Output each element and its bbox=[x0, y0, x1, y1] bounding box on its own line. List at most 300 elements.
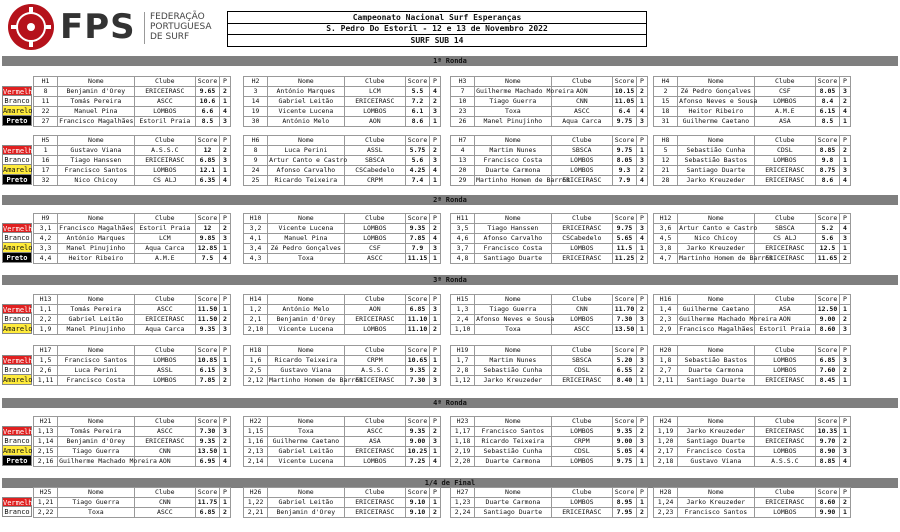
seed-cell: 3,4 bbox=[244, 244, 268, 254]
surfer-name: Tiago Guerra bbox=[475, 97, 552, 107]
color-label-vermelho: Vermelho bbox=[3, 428, 37, 436]
surfer-name: Sebastião Bastos bbox=[678, 156, 755, 166]
score-cell: 10.6 bbox=[195, 97, 219, 107]
col-header-score: Score bbox=[195, 136, 219, 146]
table-row bbox=[244, 447, 441, 457]
seed-cell: 4,8 bbox=[451, 254, 475, 264]
place-cell: 4 bbox=[220, 176, 231, 186]
seed-cell: 1,16 bbox=[244, 437, 268, 447]
col-header-name: Nome bbox=[268, 417, 345, 427]
place-cell: 1 bbox=[840, 427, 851, 437]
club-cell: ERICEIRASC bbox=[134, 87, 195, 97]
score-cell: 6.35 bbox=[195, 176, 219, 186]
heat-header-row bbox=[34, 77, 231, 87]
club-cell: LOMBOS bbox=[754, 508, 815, 518]
surfer-name: Francisco Santos bbox=[678, 508, 755, 518]
surfer-name: Zé Pedro Gonçalves bbox=[678, 87, 755, 97]
score-cell: 8.45 bbox=[815, 376, 839, 386]
club-cell: LOMBOS bbox=[754, 156, 815, 166]
heat-table bbox=[450, 487, 648, 518]
table-row bbox=[451, 166, 648, 176]
seed-cell: 2,7 bbox=[654, 366, 678, 376]
heat-header-row bbox=[654, 417, 851, 427]
score-cell: 7.30 bbox=[405, 376, 429, 386]
col-header-club: Clube bbox=[344, 136, 405, 146]
score-cell: 5.5 bbox=[405, 87, 429, 97]
score-cell: 8.05 bbox=[815, 87, 839, 97]
club-cell: ERICEIRASC bbox=[754, 437, 815, 447]
club-cell: Estoril Praia bbox=[754, 325, 815, 335]
table-row bbox=[451, 508, 648, 518]
place-cell: 2 bbox=[637, 305, 648, 315]
col-header-place: P bbox=[637, 417, 648, 427]
place-cell: 1 bbox=[840, 305, 851, 315]
table-row bbox=[244, 117, 441, 127]
seed-cell: 2,12 bbox=[244, 376, 268, 386]
table-row bbox=[451, 156, 648, 166]
col-header-place: P bbox=[220, 417, 231, 427]
club-cell: ASCC bbox=[134, 427, 195, 437]
seed-cell: 1,5 bbox=[34, 356, 58, 366]
score-cell: 5.65 bbox=[612, 234, 636, 244]
col-header-club: Clube bbox=[754, 295, 815, 305]
col-header-name: Nome bbox=[58, 214, 135, 224]
seed-cell: 7 bbox=[451, 87, 475, 97]
seed-cell: 2,11 bbox=[654, 376, 678, 386]
club-cell: ASA bbox=[754, 117, 815, 127]
club-cell: AON bbox=[551, 87, 612, 97]
col-header-club: Clube bbox=[551, 136, 612, 146]
surfer-name: Ricardo Teixeira bbox=[268, 356, 345, 366]
seed-cell: 1,10 bbox=[451, 325, 475, 335]
seed-cell: 2,1 bbox=[244, 315, 268, 325]
score-cell: 8.40 bbox=[612, 376, 636, 386]
heat-id: H27 bbox=[451, 488, 475, 498]
score-cell: 11.50 bbox=[195, 315, 219, 325]
club-cell: LOMBOS bbox=[344, 107, 405, 117]
seed-cell: 23 bbox=[451, 107, 475, 117]
table-row bbox=[654, 146, 851, 156]
heat-id: H10 bbox=[244, 214, 268, 224]
club-cell: CDSL bbox=[754, 146, 815, 156]
table-row bbox=[34, 366, 231, 376]
seed-cell: 1,3 bbox=[451, 305, 475, 315]
table-row bbox=[34, 176, 231, 186]
color-label-amarelo: Amarelo bbox=[3, 447, 33, 455]
score-cell: 11.50 bbox=[195, 305, 219, 315]
score-cell: 9.10 bbox=[405, 498, 429, 508]
surfer-name: Sebastião Cunha bbox=[678, 146, 755, 156]
place-cell: 4 bbox=[430, 166, 441, 176]
club-cell: ERICEIRASC bbox=[551, 254, 612, 264]
seed-cell: 2,8 bbox=[451, 366, 475, 376]
color-labels bbox=[2, 86, 37, 126]
place-cell: 1 bbox=[637, 244, 648, 254]
place-cell: 3 bbox=[840, 356, 851, 366]
club-cell: AON bbox=[134, 457, 195, 467]
surfer-name: Nico Chicoy bbox=[58, 176, 135, 186]
place-cell: 2 bbox=[430, 97, 441, 107]
seed-cell: 2,15 bbox=[34, 447, 58, 457]
place-cell: 4 bbox=[430, 457, 441, 467]
col-header-club: Clube bbox=[551, 214, 612, 224]
col-header-club: Clube bbox=[754, 346, 815, 356]
club-cell: ASSL bbox=[344, 146, 405, 156]
club-cell: CSF bbox=[754, 87, 815, 97]
club-cell: LOMBOS bbox=[134, 376, 195, 386]
club-cell: CDSL bbox=[551, 447, 612, 457]
surfer-name: Gabriel Leitão bbox=[58, 315, 135, 325]
table-row bbox=[34, 166, 231, 176]
surfer-name: Vicente Lucena bbox=[268, 224, 345, 234]
color-label-amarelo: Amarelo bbox=[3, 107, 33, 115]
club-cell: LCM bbox=[134, 234, 195, 244]
score-cell: 6.4 bbox=[612, 107, 636, 117]
table-row bbox=[244, 156, 441, 166]
heat-header-row bbox=[451, 214, 648, 224]
col-header-name: Nome bbox=[268, 77, 345, 87]
heat-table bbox=[653, 135, 851, 186]
score-cell: 5.2 bbox=[815, 224, 839, 234]
heat-header-row bbox=[654, 488, 851, 498]
score-cell: 7.5 bbox=[195, 254, 219, 264]
surfer-name: Manuel Pina bbox=[268, 234, 345, 244]
surfer-name: Afonso Neves e Sousa bbox=[679, 97, 758, 105]
surfer-name: Santiago Duarte bbox=[678, 166, 755, 176]
col-header-score: Score bbox=[612, 346, 636, 356]
place-cell: 1 bbox=[637, 97, 648, 107]
color-label-amarelo: Amarelo bbox=[3, 244, 33, 252]
place-cell: 3 bbox=[840, 234, 851, 244]
place-cell: 1 bbox=[220, 356, 231, 366]
fps-logo bbox=[8, 4, 212, 50]
table-row bbox=[34, 97, 231, 107]
table-row bbox=[654, 234, 851, 244]
heat-table bbox=[653, 213, 851, 264]
heat-header-row bbox=[451, 136, 648, 146]
club-cell: ERICEIRASC bbox=[754, 376, 815, 386]
place-cell: 2 bbox=[430, 366, 441, 376]
place-cell: 1 bbox=[840, 117, 851, 127]
surfer-name: Manuel Pina bbox=[58, 107, 135, 117]
col-header-place: P bbox=[840, 346, 851, 356]
seed-cell: 22 bbox=[34, 107, 58, 117]
surfer-name: Afonso Carvalho bbox=[268, 166, 345, 176]
table-row bbox=[451, 254, 648, 264]
place-cell: 1 bbox=[430, 447, 441, 457]
club-cell: ERICEIRASC bbox=[551, 224, 612, 234]
table-row bbox=[244, 166, 441, 176]
score-cell: 9.8 bbox=[815, 156, 839, 166]
table-row bbox=[34, 356, 231, 366]
club-cell: ASCC bbox=[344, 254, 405, 264]
score-cell: 9.75 bbox=[612, 146, 636, 156]
score-cell: 11.5 bbox=[612, 244, 636, 254]
seed-cell: 1,18 bbox=[451, 437, 475, 447]
score-cell: 8.05 bbox=[612, 156, 636, 166]
score-cell: 6.55 bbox=[612, 366, 636, 376]
place-cell: 2 bbox=[430, 224, 441, 234]
col-header-name: Nome bbox=[475, 295, 552, 305]
table-row bbox=[451, 437, 648, 447]
heat-header-row bbox=[244, 417, 441, 427]
seed-cell: 9 bbox=[244, 156, 268, 166]
table-row bbox=[654, 87, 851, 97]
surfer-name: Francisco Costa bbox=[475, 156, 552, 166]
place-cell: 2 bbox=[430, 427, 441, 437]
score-cell: 8.85 bbox=[815, 457, 839, 467]
club-cell: ERICEIRASC bbox=[134, 437, 195, 447]
col-header-name: Nome bbox=[268, 295, 345, 305]
seed-cell: 2,20 bbox=[451, 457, 475, 467]
score-cell: 6.15 bbox=[195, 366, 219, 376]
place-cell: 2 bbox=[220, 87, 231, 97]
col-header-club: Clube bbox=[754, 417, 815, 427]
place-cell: 4 bbox=[220, 457, 231, 467]
score-cell: 13.50 bbox=[195, 447, 219, 457]
club-cell: CNN bbox=[134, 498, 195, 508]
col-header-score: Score bbox=[405, 417, 429, 427]
place-cell: 4 bbox=[637, 234, 648, 244]
col-header-club: Clube bbox=[754, 136, 815, 146]
heat-table bbox=[653, 416, 851, 467]
seed-cell: 3,7 bbox=[451, 244, 475, 254]
col-header-name: Nome bbox=[268, 214, 345, 224]
seed-cell: 10 bbox=[451, 97, 475, 107]
score-cell: 11.10 bbox=[405, 325, 429, 335]
place-cell: 2 bbox=[637, 366, 648, 376]
table-row bbox=[654, 498, 851, 508]
place-cell: 2 bbox=[637, 508, 648, 518]
surfer-name: Martim Nunes bbox=[475, 356, 552, 366]
col-header-place: P bbox=[637, 346, 648, 356]
club-cell: ASCC bbox=[134, 508, 195, 518]
heat-id: H13 bbox=[34, 295, 58, 305]
col-header-place: P bbox=[840, 488, 851, 498]
heat-id: H22 bbox=[244, 417, 268, 427]
club-cell: ERICEIRASC bbox=[551, 508, 612, 518]
surfer-name: Sebastião Cunha bbox=[475, 447, 552, 457]
club-cell: A.S.S.C bbox=[754, 457, 815, 467]
score-cell: 9.75 bbox=[612, 117, 636, 127]
score-cell: 11.15 bbox=[405, 254, 429, 264]
color-label-branco: Branco bbox=[2, 314, 32, 324]
club-cell: LOMBOS bbox=[551, 457, 612, 467]
place-cell: 3 bbox=[637, 117, 648, 127]
place-cell: 2 bbox=[840, 498, 851, 508]
seed-cell: 2,22 bbox=[34, 508, 58, 518]
color-label-branco: Branco bbox=[2, 436, 32, 446]
heat-table bbox=[243, 213, 441, 264]
col-header-club: Clube bbox=[551, 417, 612, 427]
seed-cell: 1,20 bbox=[654, 437, 678, 447]
table-row bbox=[451, 234, 648, 244]
club-cell: CSF bbox=[344, 244, 405, 254]
seed-cell: 1,11 bbox=[34, 376, 58, 386]
club-cell: ERICEIRASC bbox=[344, 315, 405, 325]
score-cell: 11.05 bbox=[612, 97, 636, 107]
table-row bbox=[654, 254, 851, 264]
surfer-name: Afonso Neves e Sousa bbox=[476, 315, 555, 323]
surfer-name: Duarte Carmona bbox=[475, 166, 552, 176]
surfer-name: Toxa bbox=[475, 107, 552, 117]
round-title-bar: 4ª Ronda bbox=[2, 398, 898, 408]
table-row bbox=[654, 366, 851, 376]
surfer-name: Martinho Homem de Barros bbox=[476, 176, 570, 184]
score-cell: 6.85 bbox=[815, 356, 839, 366]
club-cell: LCM bbox=[344, 87, 405, 97]
round-title-bar: 2ª Ronda bbox=[2, 195, 898, 205]
col-header-club: Clube bbox=[754, 77, 815, 87]
score-cell: 7.30 bbox=[195, 427, 219, 437]
score-cell: 10.25 bbox=[405, 447, 429, 457]
score-cell: 9.35 bbox=[405, 366, 429, 376]
color-label-preto: Preto bbox=[2, 253, 32, 263]
seed-cell: 1,14 bbox=[34, 437, 58, 447]
surfer-name: Vicente Lucena bbox=[268, 325, 345, 335]
score-cell: 9.90 bbox=[815, 508, 839, 518]
table-row bbox=[244, 366, 441, 376]
surfer-name: António Melo bbox=[268, 305, 345, 315]
place-cell: 2 bbox=[220, 376, 231, 386]
score-cell: 11.10 bbox=[405, 315, 429, 325]
surfer-name: Martinho Homem de Barros bbox=[269, 376, 363, 384]
col-header-place: P bbox=[637, 136, 648, 146]
place-cell: 1 bbox=[840, 376, 851, 386]
col-header-place: P bbox=[840, 77, 851, 87]
surfer-name: Benjamin d'Orey bbox=[268, 508, 345, 518]
surfer-name: Francisco Magalhães bbox=[59, 224, 134, 232]
col-header-club: Clube bbox=[551, 295, 612, 305]
heat-id: H19 bbox=[451, 346, 475, 356]
place-cell: 1 bbox=[430, 254, 441, 264]
seed-cell: 30 bbox=[244, 117, 268, 127]
heat-header-row bbox=[451, 488, 648, 498]
col-header-score: Score bbox=[815, 346, 839, 356]
heat-header-row bbox=[654, 346, 851, 356]
place-cell: 2 bbox=[840, 97, 851, 107]
table-row bbox=[244, 437, 441, 447]
surfer-name: Toxa bbox=[58, 508, 135, 518]
place-cell: 1 bbox=[430, 315, 441, 325]
table-row bbox=[244, 498, 441, 508]
place-cell: 2 bbox=[840, 437, 851, 447]
col-header-club: Clube bbox=[134, 346, 195, 356]
score-cell: 9.35 bbox=[195, 437, 219, 447]
club-cell: LOMBOS bbox=[344, 224, 405, 234]
table-row bbox=[451, 325, 648, 335]
table-row bbox=[244, 244, 441, 254]
place-cell: 1 bbox=[220, 447, 231, 457]
club-cell: CNN bbox=[551, 97, 612, 107]
club-cell: ERICEIRASC bbox=[551, 176, 612, 186]
heat-id: H23 bbox=[451, 417, 475, 427]
club-cell: ERICEIRASC bbox=[344, 447, 405, 457]
club-cell: Aqua Carca bbox=[134, 244, 195, 254]
club-cell: ASCC bbox=[134, 305, 195, 315]
seed-cell: 8 bbox=[34, 87, 58, 97]
surfer-name: Jarko Kreuzeder bbox=[475, 376, 552, 386]
seed-cell: 1,6 bbox=[244, 356, 268, 366]
table-row bbox=[654, 508, 851, 518]
place-cell: 2 bbox=[840, 366, 851, 376]
col-header-place: P bbox=[430, 77, 441, 87]
color-label-vermelho: Vermelho bbox=[3, 357, 37, 365]
color-label-amarelo: Amarelo bbox=[3, 325, 33, 333]
place-cell: 3 bbox=[430, 376, 441, 386]
seed-cell: 16 bbox=[34, 156, 58, 166]
club-cell: LOMBOS bbox=[551, 244, 612, 254]
color-labels bbox=[2, 426, 37, 466]
heat-id: H4 bbox=[654, 77, 678, 87]
table-row bbox=[654, 457, 851, 467]
table-row bbox=[34, 87, 231, 97]
club-cell: LOMBOS bbox=[754, 447, 815, 457]
seed-cell: 11 bbox=[34, 97, 58, 107]
event-title: Campeonato Nacional Surf Esperanças bbox=[227, 11, 647, 24]
heat-header-row bbox=[34, 214, 231, 224]
table-row bbox=[34, 244, 231, 254]
score-cell: 9.35 bbox=[405, 427, 429, 437]
score-cell: 11.25 bbox=[612, 254, 636, 264]
col-header-name: Nome bbox=[58, 136, 135, 146]
score-cell: 12 bbox=[195, 224, 219, 234]
table-row bbox=[451, 427, 648, 437]
table-row bbox=[654, 376, 851, 386]
score-cell: 10.15 bbox=[612, 87, 636, 97]
club-cell: LOMBOS bbox=[754, 366, 815, 376]
score-cell: 11.70 bbox=[612, 305, 636, 315]
heat-id: H17 bbox=[34, 346, 58, 356]
club-cell: SBSCA bbox=[551, 356, 612, 366]
surfer-name: Duarte Carmona bbox=[475, 498, 552, 508]
seed-cell: 2,6 bbox=[34, 366, 58, 376]
score-cell: 8.5 bbox=[815, 117, 839, 127]
seed-cell: 19 bbox=[244, 107, 268, 117]
club-cell: LOMBOS bbox=[551, 156, 612, 166]
table-row bbox=[654, 244, 851, 254]
surfer-name: Gustavo Viana bbox=[58, 146, 135, 156]
surfer-name: Manel Pinujinho bbox=[58, 325, 135, 335]
table-row bbox=[654, 325, 851, 335]
place-cell: 3 bbox=[637, 156, 648, 166]
place-cell: 3 bbox=[840, 87, 851, 97]
seed-cell: 3,6 bbox=[654, 224, 678, 234]
heat-header-row bbox=[244, 295, 441, 305]
club-cell: CS ALJ bbox=[134, 176, 195, 186]
table-row bbox=[244, 176, 441, 186]
surfer-name: Nico Chicoy bbox=[678, 234, 755, 244]
col-header-club: Clube bbox=[134, 77, 195, 87]
heat-table bbox=[450, 294, 648, 335]
heat-header-row bbox=[654, 295, 851, 305]
col-header-place: P bbox=[430, 417, 441, 427]
club-cell: LOMBOS bbox=[754, 97, 815, 107]
club-cell: A.S.S.C bbox=[344, 366, 405, 376]
score-cell: 9.70 bbox=[815, 437, 839, 447]
surfer-name: Jarko Kreuzeder bbox=[678, 427, 755, 437]
col-header-score: Score bbox=[612, 488, 636, 498]
score-cell: 6.15 bbox=[815, 107, 839, 117]
table-row bbox=[244, 315, 441, 325]
col-header-place: P bbox=[220, 214, 231, 224]
seed-cell: 2,17 bbox=[654, 447, 678, 457]
seed-cell: 2 bbox=[654, 87, 678, 97]
seed-cell: 2,19 bbox=[451, 447, 475, 457]
color-labels bbox=[2, 355, 37, 385]
score-cell: 11.75 bbox=[195, 498, 219, 508]
seed-cell: 28 bbox=[654, 176, 678, 186]
